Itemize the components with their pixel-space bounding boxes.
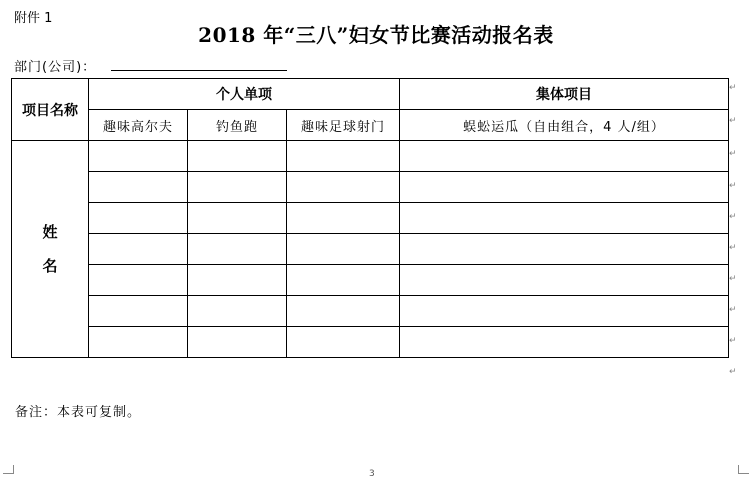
entry-cell[interactable] [287, 141, 400, 172]
header-row-2 [12, 110, 729, 141]
table-row [12, 203, 729, 234]
individual-header: 个人单项 [89, 79, 400, 110]
entry-cell[interactable] [287, 327, 400, 358]
paragraph-mark: ↵ [729, 83, 737, 93]
entry-cell[interactable] [400, 296, 729, 327]
attachment-label: 附件 1 [14, 11, 53, 26]
group-header: 集体项目 [400, 79, 729, 110]
paragraph-mark: ↵ [729, 305, 737, 315]
entry-cell[interactable] [188, 141, 287, 172]
crop-mark-bottom-left [3, 465, 14, 474]
entry-cell[interactable] [188, 203, 287, 234]
entry-cell[interactable] [188, 265, 287, 296]
entry-cell[interactable] [188, 234, 287, 265]
crop-mark-bottom-right [738, 465, 749, 474]
entry-cell[interactable] [188, 327, 287, 358]
entry-cell[interactable] [188, 172, 287, 203]
entry-cell[interactable] [89, 141, 188, 172]
paragraph-mark: ↵ [729, 336, 737, 346]
department-fill-line [111, 70, 287, 71]
entry-cell[interactable] [188, 296, 287, 327]
header-row-1 [12, 79, 729, 110]
paragraph-mark: ↵ [729, 243, 737, 253]
table-row [12, 327, 729, 358]
department-label: 部门(公司)： [14, 60, 97, 75]
entry-cell[interactable] [89, 172, 188, 203]
table-row [12, 296, 729, 327]
name-label [12, 141, 89, 358]
entry-cell[interactable] [89, 234, 188, 265]
paragraph-mark: ↵ [729, 149, 737, 159]
entry-cell[interactable] [287, 203, 400, 234]
event-fishing-run: 钓鱼跑 [188, 110, 287, 141]
table-row [12, 234, 729, 265]
entry-cell[interactable] [400, 265, 729, 296]
page-number: 3 [369, 469, 375, 479]
form-title: 2018 年“三八”妇女节比赛活动报名表 [198, 23, 554, 47]
paragraph-mark: ↵ [729, 212, 737, 222]
entry-cell[interactable] [400, 234, 729, 265]
paragraph-mark: ↵ [729, 116, 737, 126]
entry-cell[interactable] [89, 296, 188, 327]
item-name-header: 项目名称 [12, 79, 89, 141]
entry-cell[interactable] [400, 203, 729, 234]
registration-table [11, 78, 729, 358]
name-label-line2: 名 [42, 257, 58, 275]
table-row [12, 172, 729, 203]
entry-cell[interactable] [400, 172, 729, 203]
entry-cell[interactable] [89, 203, 188, 234]
event-golf: 趣味高尔夫 [89, 110, 188, 141]
name-label-line1: 姓 [42, 223, 58, 241]
paragraph-mark: ↵ [729, 274, 737, 284]
entry-cell[interactable] [287, 296, 400, 327]
paragraph-mark: ↵ [729, 181, 737, 191]
event-centipede-melon: 蜈蚣运瓜（自由组合，4 人/组） [400, 110, 729, 141]
entry-cell[interactable] [400, 141, 729, 172]
event-football-shot: 趣味足球射门 [287, 110, 400, 141]
entry-cell[interactable] [89, 327, 188, 358]
entry-cell[interactable] [400, 327, 729, 358]
note: 备注：本表可复制。 [15, 405, 142, 420]
table-row [12, 141, 729, 172]
entry-cell[interactable] [287, 265, 400, 296]
entry-cell[interactable] [287, 172, 400, 203]
paragraph-mark: ↵ [729, 367, 737, 377]
entry-cell[interactable] [89, 265, 188, 296]
table-row [12, 265, 729, 296]
entry-cell[interactable] [287, 234, 400, 265]
